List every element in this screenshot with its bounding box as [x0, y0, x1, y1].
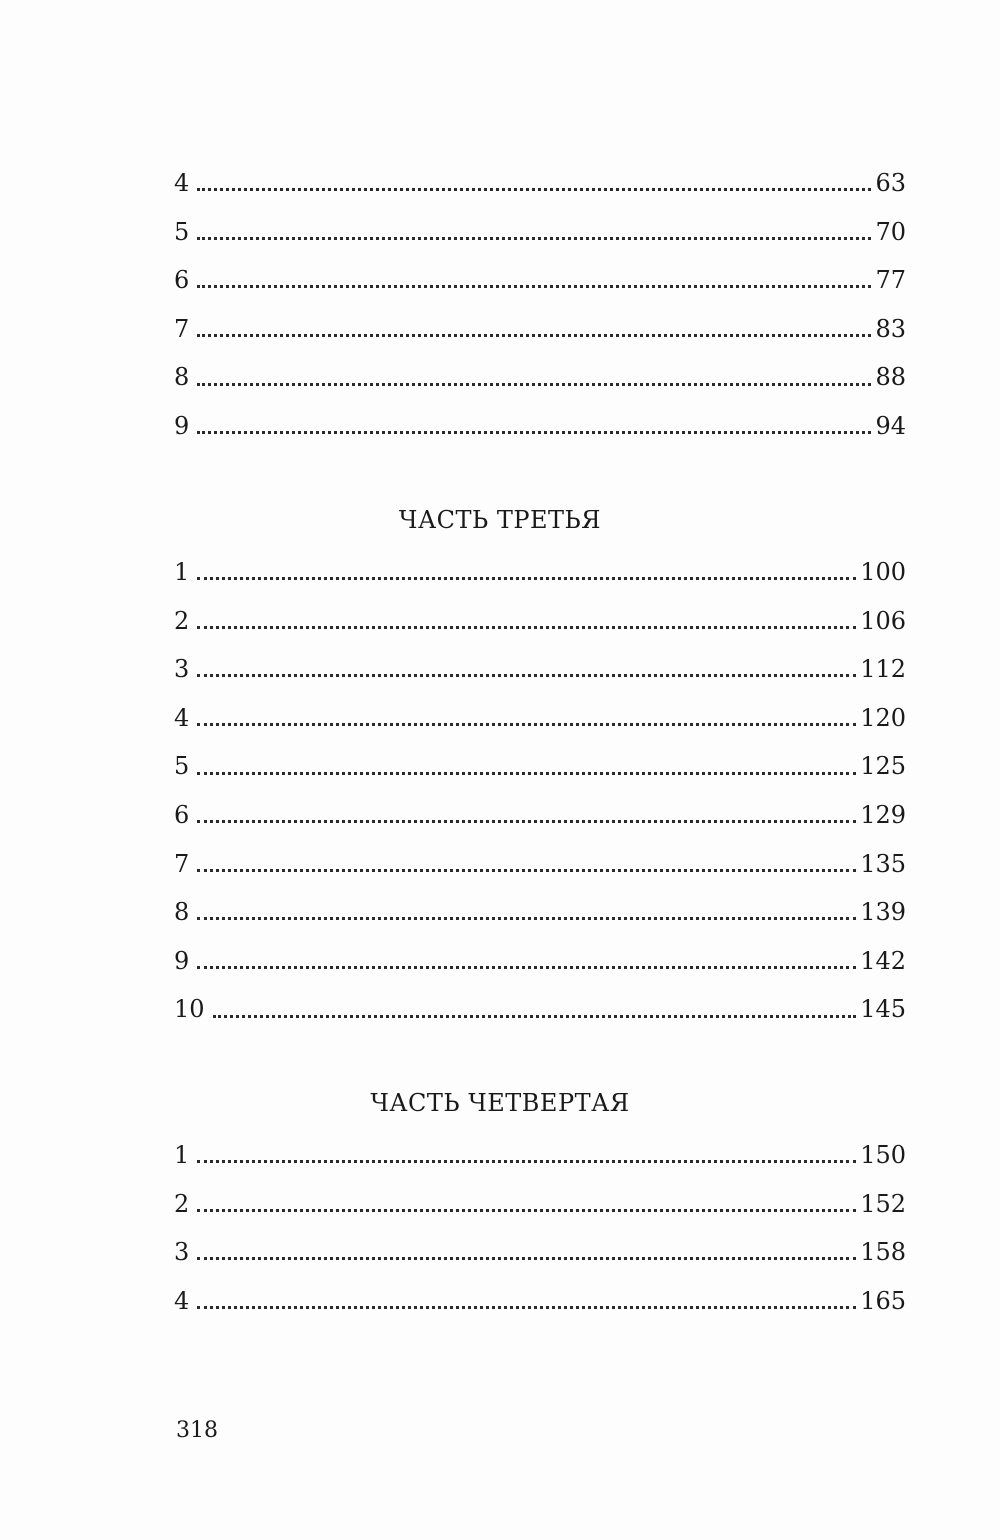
chapter-number: 8 — [174, 363, 190, 392]
toc-entry[interactable] — [174, 402, 906, 451]
toc-entry[interactable] — [174, 937, 906, 986]
toc-entry[interactable] — [174, 1277, 906, 1326]
toc-part-three-list — [174, 548, 906, 1034]
dot-leader — [197, 411, 871, 441]
chapter-number: 3 — [174, 655, 190, 684]
chapter-number: 5 — [174, 217, 190, 246]
dot-leader — [197, 168, 871, 198]
page-number: 77 — [875, 266, 906, 295]
toc-entry[interactable] — [174, 985, 906, 1034]
chapter-number: 2 — [174, 606, 190, 635]
dot-leader — [197, 314, 871, 344]
page-number: 150 — [860, 1141, 906, 1169]
dot-leader — [197, 265, 871, 295]
dot-leader — [213, 995, 857, 1025]
chapter-number: 6 — [174, 266, 190, 295]
page-number: 100 — [860, 558, 906, 586]
page-number: 94 — [875, 411, 906, 440]
page-number: 145 — [860, 995, 906, 1024]
chapter-number: 3 — [174, 1238, 190, 1267]
chapter-number: 5 — [174, 752, 190, 781]
chapter-number: 4 — [174, 703, 190, 732]
chapter-number: 1 — [174, 1141, 190, 1169]
toc-entry[interactable] — [174, 597, 906, 646]
dot-leader — [197, 946, 856, 976]
chapter-number: 2 — [174, 1189, 190, 1218]
toc-continued-list — [174, 159, 906, 451]
toc-entry[interactable] — [174, 791, 906, 840]
toc-entry[interactable] — [174, 694, 906, 743]
dot-leader — [197, 1189, 856, 1219]
dot-leader — [197, 363, 871, 393]
page-number: 139 — [860, 898, 906, 927]
toc-entry[interactable] — [174, 1228, 906, 1277]
chapter-number: 6 — [174, 800, 190, 829]
page-number: 125 — [860, 752, 906, 781]
dot-leader — [197, 800, 856, 830]
page-number: 129 — [860, 800, 906, 829]
dot-leader — [197, 897, 856, 927]
toc-entry[interactable] — [174, 208, 906, 257]
page-number: 120 — [860, 703, 906, 732]
part-four-heading: ЧАСТЬ ЧЕТВЕРТАЯ — [370, 1089, 630, 1117]
toc-entry[interactable] — [174, 548, 906, 597]
part-three-heading: ЧАСТЬ ТРЕТЬЯ — [398, 506, 602, 534]
toc-entry[interactable] — [174, 1180, 906, 1229]
dot-leader — [197, 217, 871, 247]
page-number: 135 — [860, 849, 906, 878]
page-number: 70 — [875, 217, 906, 246]
page-number: 165 — [860, 1286, 906, 1315]
toc-entry[interactable] — [174, 840, 906, 889]
chapter-number: 4 — [174, 169, 190, 197]
dot-leader — [197, 752, 856, 782]
page-number: 152 — [860, 1189, 906, 1218]
dot-leader — [197, 606, 856, 636]
dot-leader — [197, 1286, 856, 1316]
page-number: 112 — [860, 655, 906, 684]
toc-entry[interactable] — [174, 742, 906, 791]
toc-entry[interactable] — [174, 305, 906, 354]
toc-entry[interactable] — [174, 888, 906, 937]
toc-part-four-list — [174, 1131, 906, 1325]
page-number: 63 — [875, 169, 906, 197]
toc-entry[interactable] — [174, 256, 906, 305]
chapter-number: 9 — [174, 946, 190, 975]
toc-entry[interactable] — [174, 159, 906, 208]
chapter-number: 8 — [174, 898, 190, 927]
chapter-number: 9 — [174, 411, 190, 440]
dot-leader — [197, 849, 856, 879]
page-number: 83 — [875, 314, 906, 343]
chapter-number: 7 — [174, 314, 190, 343]
chapter-number: 1 — [174, 558, 190, 586]
page-folio: 318 — [176, 1418, 218, 1443]
page-number: 106 — [860, 606, 906, 635]
toc-entry[interactable] — [174, 645, 906, 694]
toc-entry[interactable] — [174, 353, 906, 402]
dot-leader — [197, 1140, 856, 1170]
chapter-number: 10 — [174, 995, 205, 1024]
dot-leader — [197, 703, 856, 733]
toc-entry[interactable] — [174, 1131, 906, 1180]
chapter-number: 7 — [174, 849, 190, 878]
chapter-number: 4 — [174, 1286, 190, 1315]
page-number: 88 — [875, 363, 906, 392]
dot-leader — [197, 557, 856, 587]
page-number: 142 — [860, 946, 906, 975]
dot-leader — [197, 1237, 856, 1267]
page-number: 158 — [860, 1238, 906, 1267]
dot-leader — [197, 654, 856, 684]
